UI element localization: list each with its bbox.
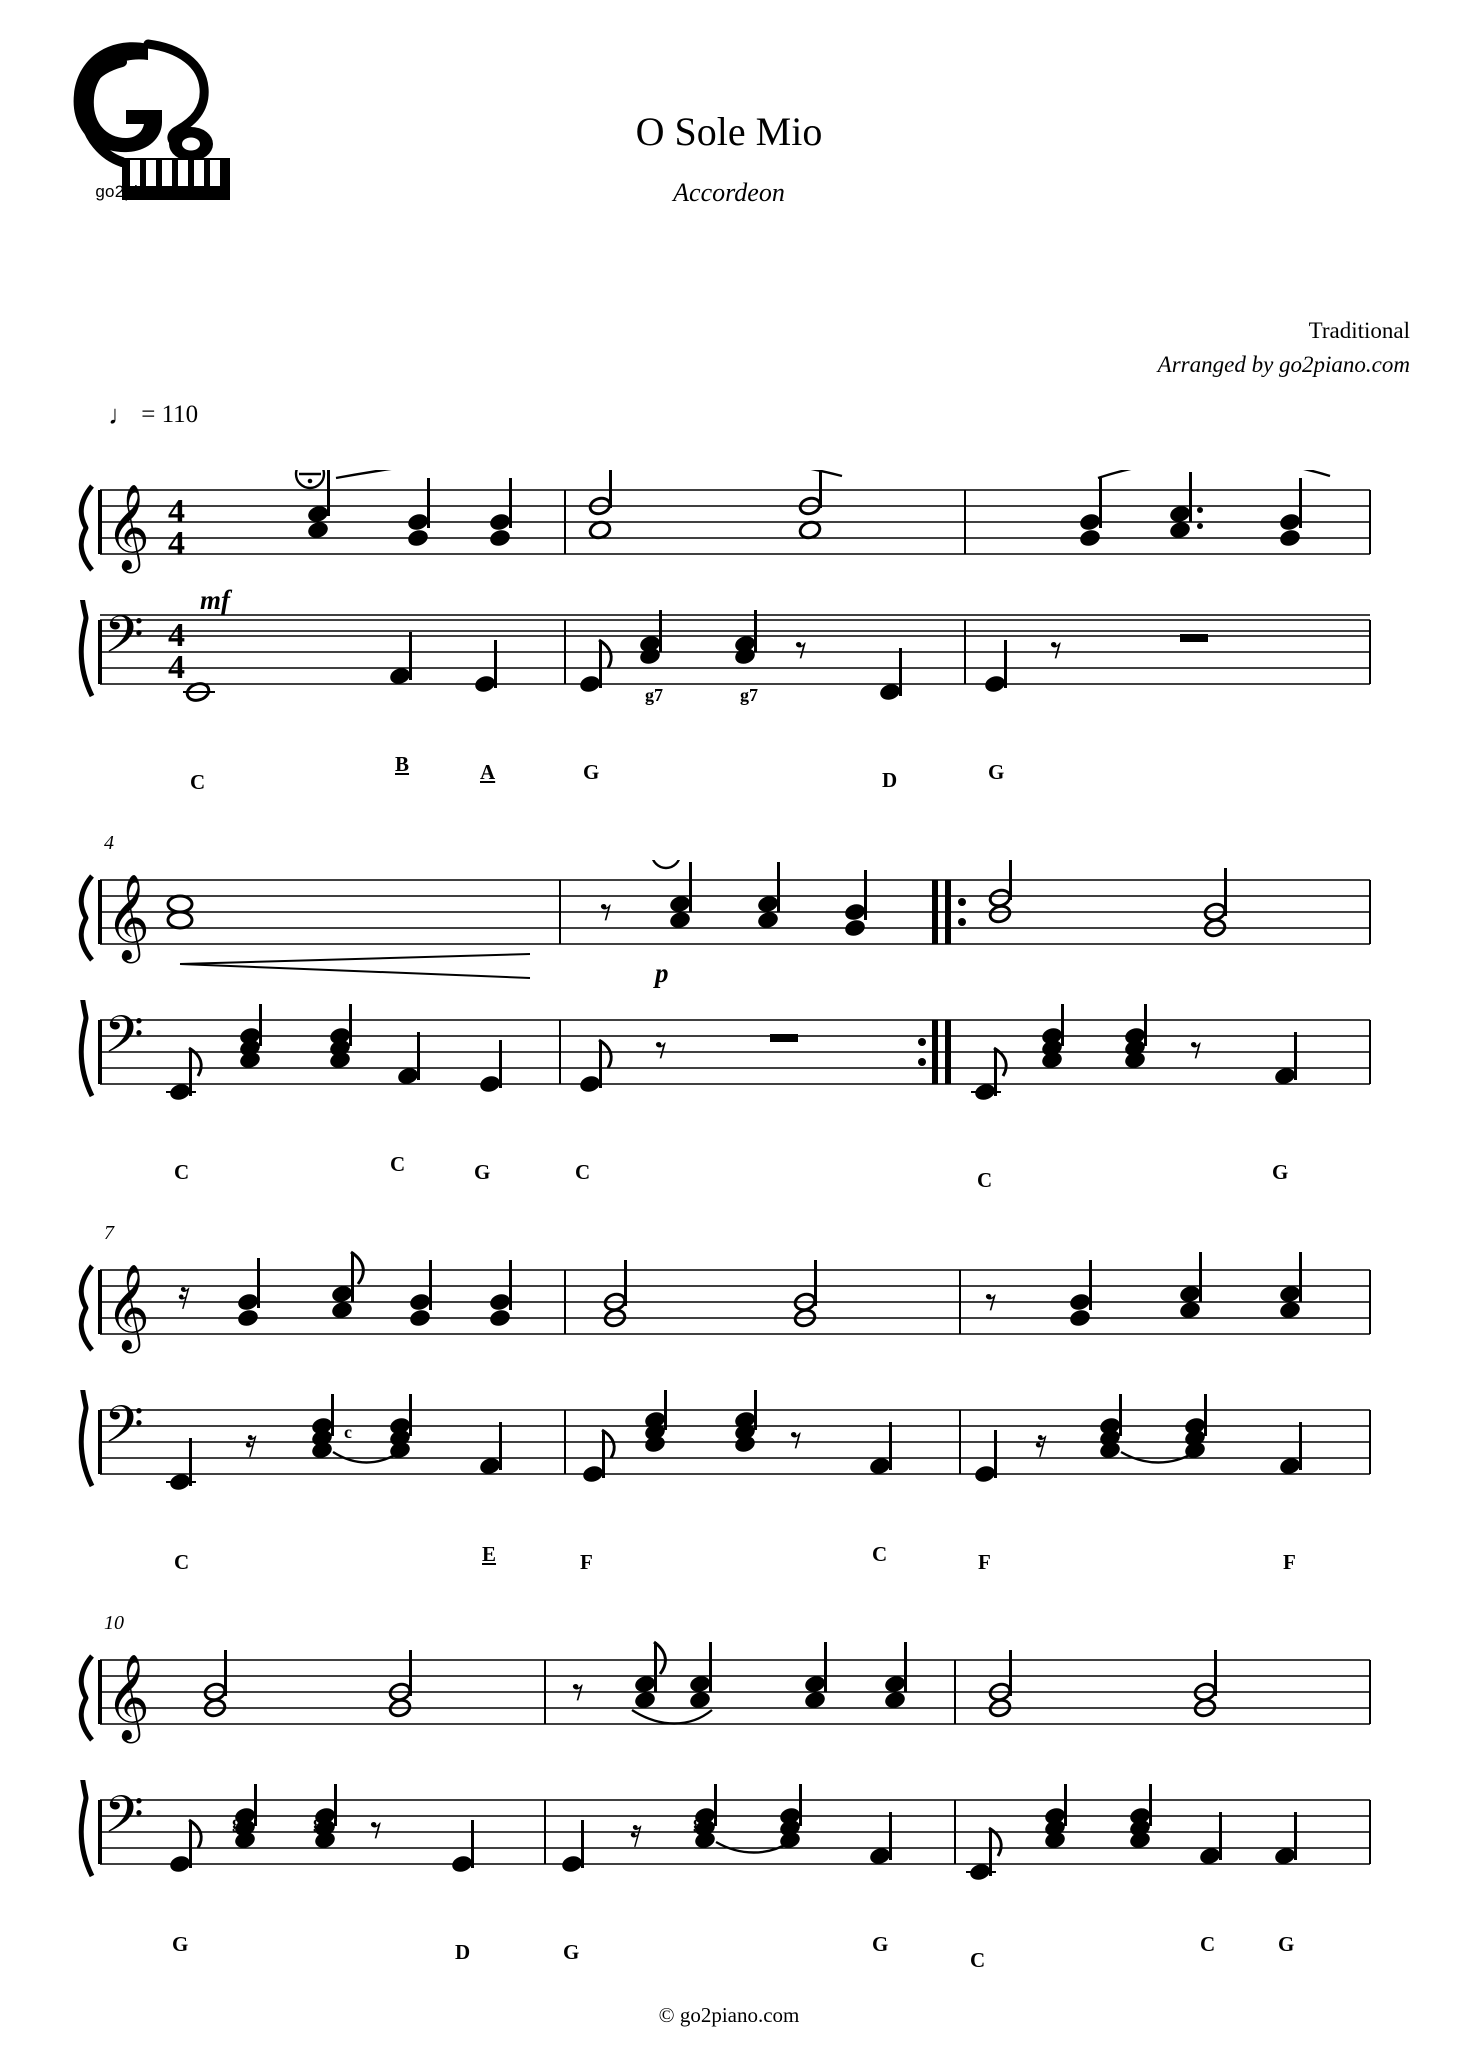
svg-text:4: 4 bbox=[168, 525, 185, 562]
svg-text:𝄾: 𝄾 bbox=[572, 1665, 585, 1719]
bass-label-c-9: C bbox=[1200, 1932, 1216, 1956]
bass-label-c-3: C bbox=[390, 1152, 406, 1176]
svg-text:𝄢: 𝄢 bbox=[104, 1394, 144, 1467]
svg-text:𝄾: 𝄾 bbox=[985, 1275, 998, 1329]
svg-text:𝄢: 𝄢 bbox=[104, 1784, 144, 1857]
svg-text:𝄾: 𝄾 bbox=[1190, 1023, 1203, 1077]
composer-credit: Traditional bbox=[1308, 318, 1410, 343]
bass-label-g-4: G bbox=[1272, 1160, 1289, 1184]
music-system-4 bbox=[0, 1612, 1458, 1972]
svg-text:4: 4 bbox=[168, 493, 185, 530]
bass-label-c-7: C bbox=[872, 1542, 888, 1566]
quarter-note-icon: ♩ bbox=[108, 400, 135, 430]
chord-label-g7-4: g7 bbox=[313, 1812, 331, 1832]
page-footer: © go2piano.com bbox=[658, 2003, 800, 2027]
chord-label-c-4: c bbox=[1127, 1035, 1135, 1055]
svg-text:𝄞: 𝄞 bbox=[106, 1654, 150, 1740]
measure-number-7: 7 bbox=[104, 1222, 114, 1244]
system-2-bass-staff bbox=[0, 1000, 1458, 1130]
bass-label-c-6: C bbox=[174, 1550, 190, 1574]
bass-label-d-1: D bbox=[882, 768, 898, 792]
chord-label-g7-5: g7 bbox=[693, 1812, 711, 1832]
page-title: O Sole Mio bbox=[635, 109, 823, 154]
bass-label-c-4: C bbox=[575, 1160, 591, 1184]
system-3-bass-staff bbox=[0, 1390, 1458, 1520]
svg-text:𝄿: 𝄿 bbox=[245, 1420, 258, 1466]
chord-label-c-6: c bbox=[1048, 1812, 1056, 1832]
bass-label-c-1: C bbox=[190, 770, 206, 794]
music-system-1 bbox=[0, 470, 1458, 794]
chord-label-g7-3: g7 bbox=[232, 1812, 250, 1832]
svg-text:𝄞: 𝄞 bbox=[106, 1264, 150, 1350]
svg-text:𝄾: 𝄾 bbox=[655, 1023, 668, 1077]
chord-label-c-5: c bbox=[344, 1422, 352, 1442]
measure-number-10: 10 bbox=[104, 1612, 124, 1634]
svg-text:𝄾: 𝄾 bbox=[600, 885, 613, 939]
bass-label-g-1: G bbox=[583, 760, 600, 784]
bass-label-d-2: D bbox=[455, 1940, 471, 1964]
svg-text:𝄾: 𝄾 bbox=[1050, 623, 1063, 677]
svg-text:𝄿: 𝄿 bbox=[630, 1810, 643, 1856]
page-subtitle: Accordeon bbox=[673, 178, 785, 207]
bass-label-c-8: C bbox=[970, 1948, 986, 1972]
bass-label-g-5: G bbox=[172, 1932, 189, 1956]
bass-label-g-3: G bbox=[474, 1160, 491, 1184]
bass-label-g-8: G bbox=[1278, 1932, 1295, 1956]
chord-label-c-7: c bbox=[1133, 1812, 1141, 1832]
svg-text:𝄞: 𝄞 bbox=[106, 484, 150, 570]
chord-label-c-1: c bbox=[242, 1035, 250, 1055]
svg-text:𝄾: 𝄾 bbox=[795, 623, 808, 677]
bass-label-g-2: G bbox=[988, 760, 1005, 784]
measure-number-4: 4 bbox=[104, 832, 114, 854]
tempo-marking bbox=[108, 400, 198, 431]
svg-text:𝄾: 𝄾 bbox=[790, 1413, 803, 1467]
chord-label-g7-2: g7 bbox=[740, 685, 758, 705]
chord-label-f-3: f bbox=[1105, 1422, 1111, 1442]
bass-label-g-6: G bbox=[563, 1940, 580, 1964]
music-system-3 bbox=[0, 1222, 1458, 1574]
system-4-bass-staff bbox=[0, 1780, 1458, 1910]
svg-text:𝄿: 𝄿 bbox=[178, 1272, 191, 1318]
svg-text:𝄢: 𝄢 bbox=[104, 1004, 144, 1077]
svg-text:𝄾: 𝄾 bbox=[370, 1803, 383, 1857]
bass-label-e-1: E bbox=[482, 1542, 497, 1566]
bass-label-f-3: F bbox=[1283, 1550, 1296, 1574]
svg-text:𝄢: 𝄢 bbox=[104, 604, 144, 677]
svg-text:4: 4 bbox=[168, 617, 185, 654]
music-system-2 bbox=[0, 832, 1458, 1192]
tempo-value: = 110 bbox=[141, 401, 199, 428]
svg-text:𝄿: 𝄿 bbox=[1035, 1420, 1048, 1466]
chord-label-f-2: f bbox=[740, 1414, 746, 1434]
bass-label-f-1: F bbox=[580, 1550, 593, 1574]
bass-label-g-7: G bbox=[872, 1932, 889, 1956]
chord-label-c-2: c bbox=[332, 1035, 340, 1055]
arranger-credit: Arranged by go2piano.com bbox=[1157, 352, 1410, 377]
bass-label-f-2: F bbox=[978, 1550, 991, 1574]
chord-label-c-3: c bbox=[1044, 1035, 1052, 1055]
svg-text:4: 4 bbox=[168, 649, 185, 686]
dynamic-mf: mf bbox=[200, 585, 230, 615]
dynamic-p: p bbox=[655, 958, 669, 988]
system-1-bass-staff bbox=[0, 600, 1458, 730]
bass-label-c-5: C bbox=[977, 1168, 993, 1192]
chord-label-f-1: f bbox=[650, 1414, 656, 1434]
bass-label-a-1: A bbox=[480, 760, 496, 784]
bass-label-b-1: B bbox=[395, 752, 410, 776]
svg-text:𝄞: 𝄞 bbox=[106, 874, 150, 960]
chord-label-g7-1: g7 bbox=[645, 685, 663, 705]
logo-caption: go2piano.com bbox=[95, 182, 205, 201]
bass-label-c-2: C bbox=[174, 1160, 190, 1184]
